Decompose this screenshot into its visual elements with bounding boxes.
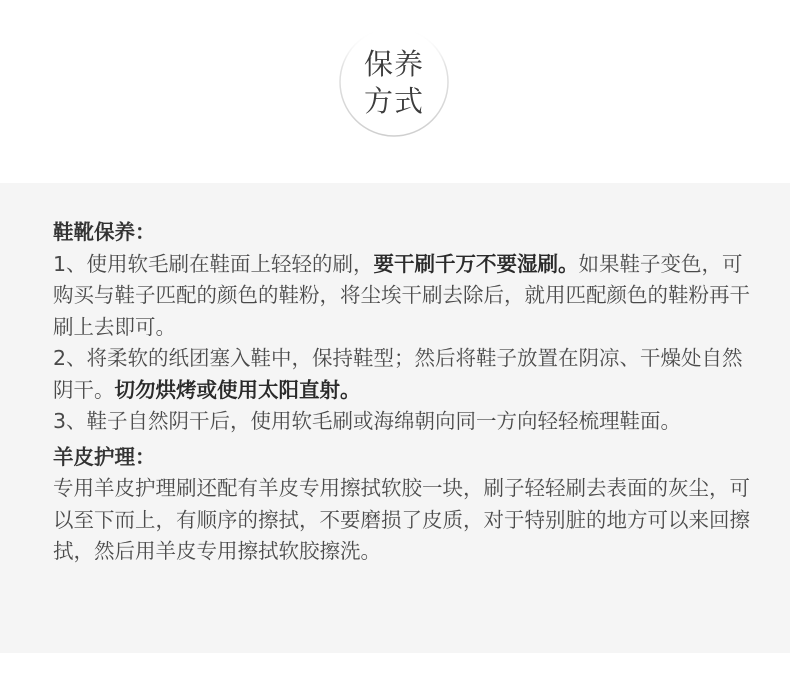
- title-badge: [338, 26, 450, 138]
- sheepskin-care-heading: 羊皮护理：: [53, 444, 156, 469]
- care-item-3-text: 3、鞋子自然阴干后，使用软毛刷或海绵朝向同一方向轻轻梳理鞋面。: [53, 409, 682, 433]
- care-item-3: [53, 406, 753, 438]
- section-title-line1: 保养: [363, 47, 424, 81]
- section-title: [338, 46, 450, 120]
- care-item-1-more: 如果鞋子变色，可购买与鞋子匹配的颜色的鞋粉，将尘埃干刷去除后，就用匹配颜色的鞋粉再干刷上去即可。: [53, 251, 750, 339]
- section-header: [0, 0, 790, 183]
- shoe-care-heading: 鞋靴保养：: [53, 220, 156, 244]
- section-title-line2: 方式: [363, 84, 424, 118]
- care-item-2: [53, 343, 753, 406]
- care-item-2-text: 2、将柔软的纸团塞入鞋中，保持鞋型；然后将鞋子放置在阴凉、干燥处自然阴干。: [53, 346, 743, 402]
- care-item-1-warning: 要干刷千万不要湿刷。: [373, 251, 579, 276]
- care-item-2-warning: 切勿烘烤或使用太阳直射。: [114, 377, 361, 402]
- care-item-1-text: 1、使用软毛刷在鞋面上轻轻的刷，: [53, 251, 374, 276]
- care-panel: [0, 183, 790, 653]
- care-item-1: [53, 249, 753, 344]
- sheepskin-care-text: 专用羊皮护理刷还配有羊皮专用擦拭软胶一块，刷子轻轻刷去表面的灰尘，可以至下而上，有顺序的擦拭，不要磨损了皮质，对于特别脏的地方可以来回擦拭，然后用羊皮专用擦拭软胶擦洗。: [53, 476, 750, 563]
- care-text-block: [53, 217, 753, 568]
